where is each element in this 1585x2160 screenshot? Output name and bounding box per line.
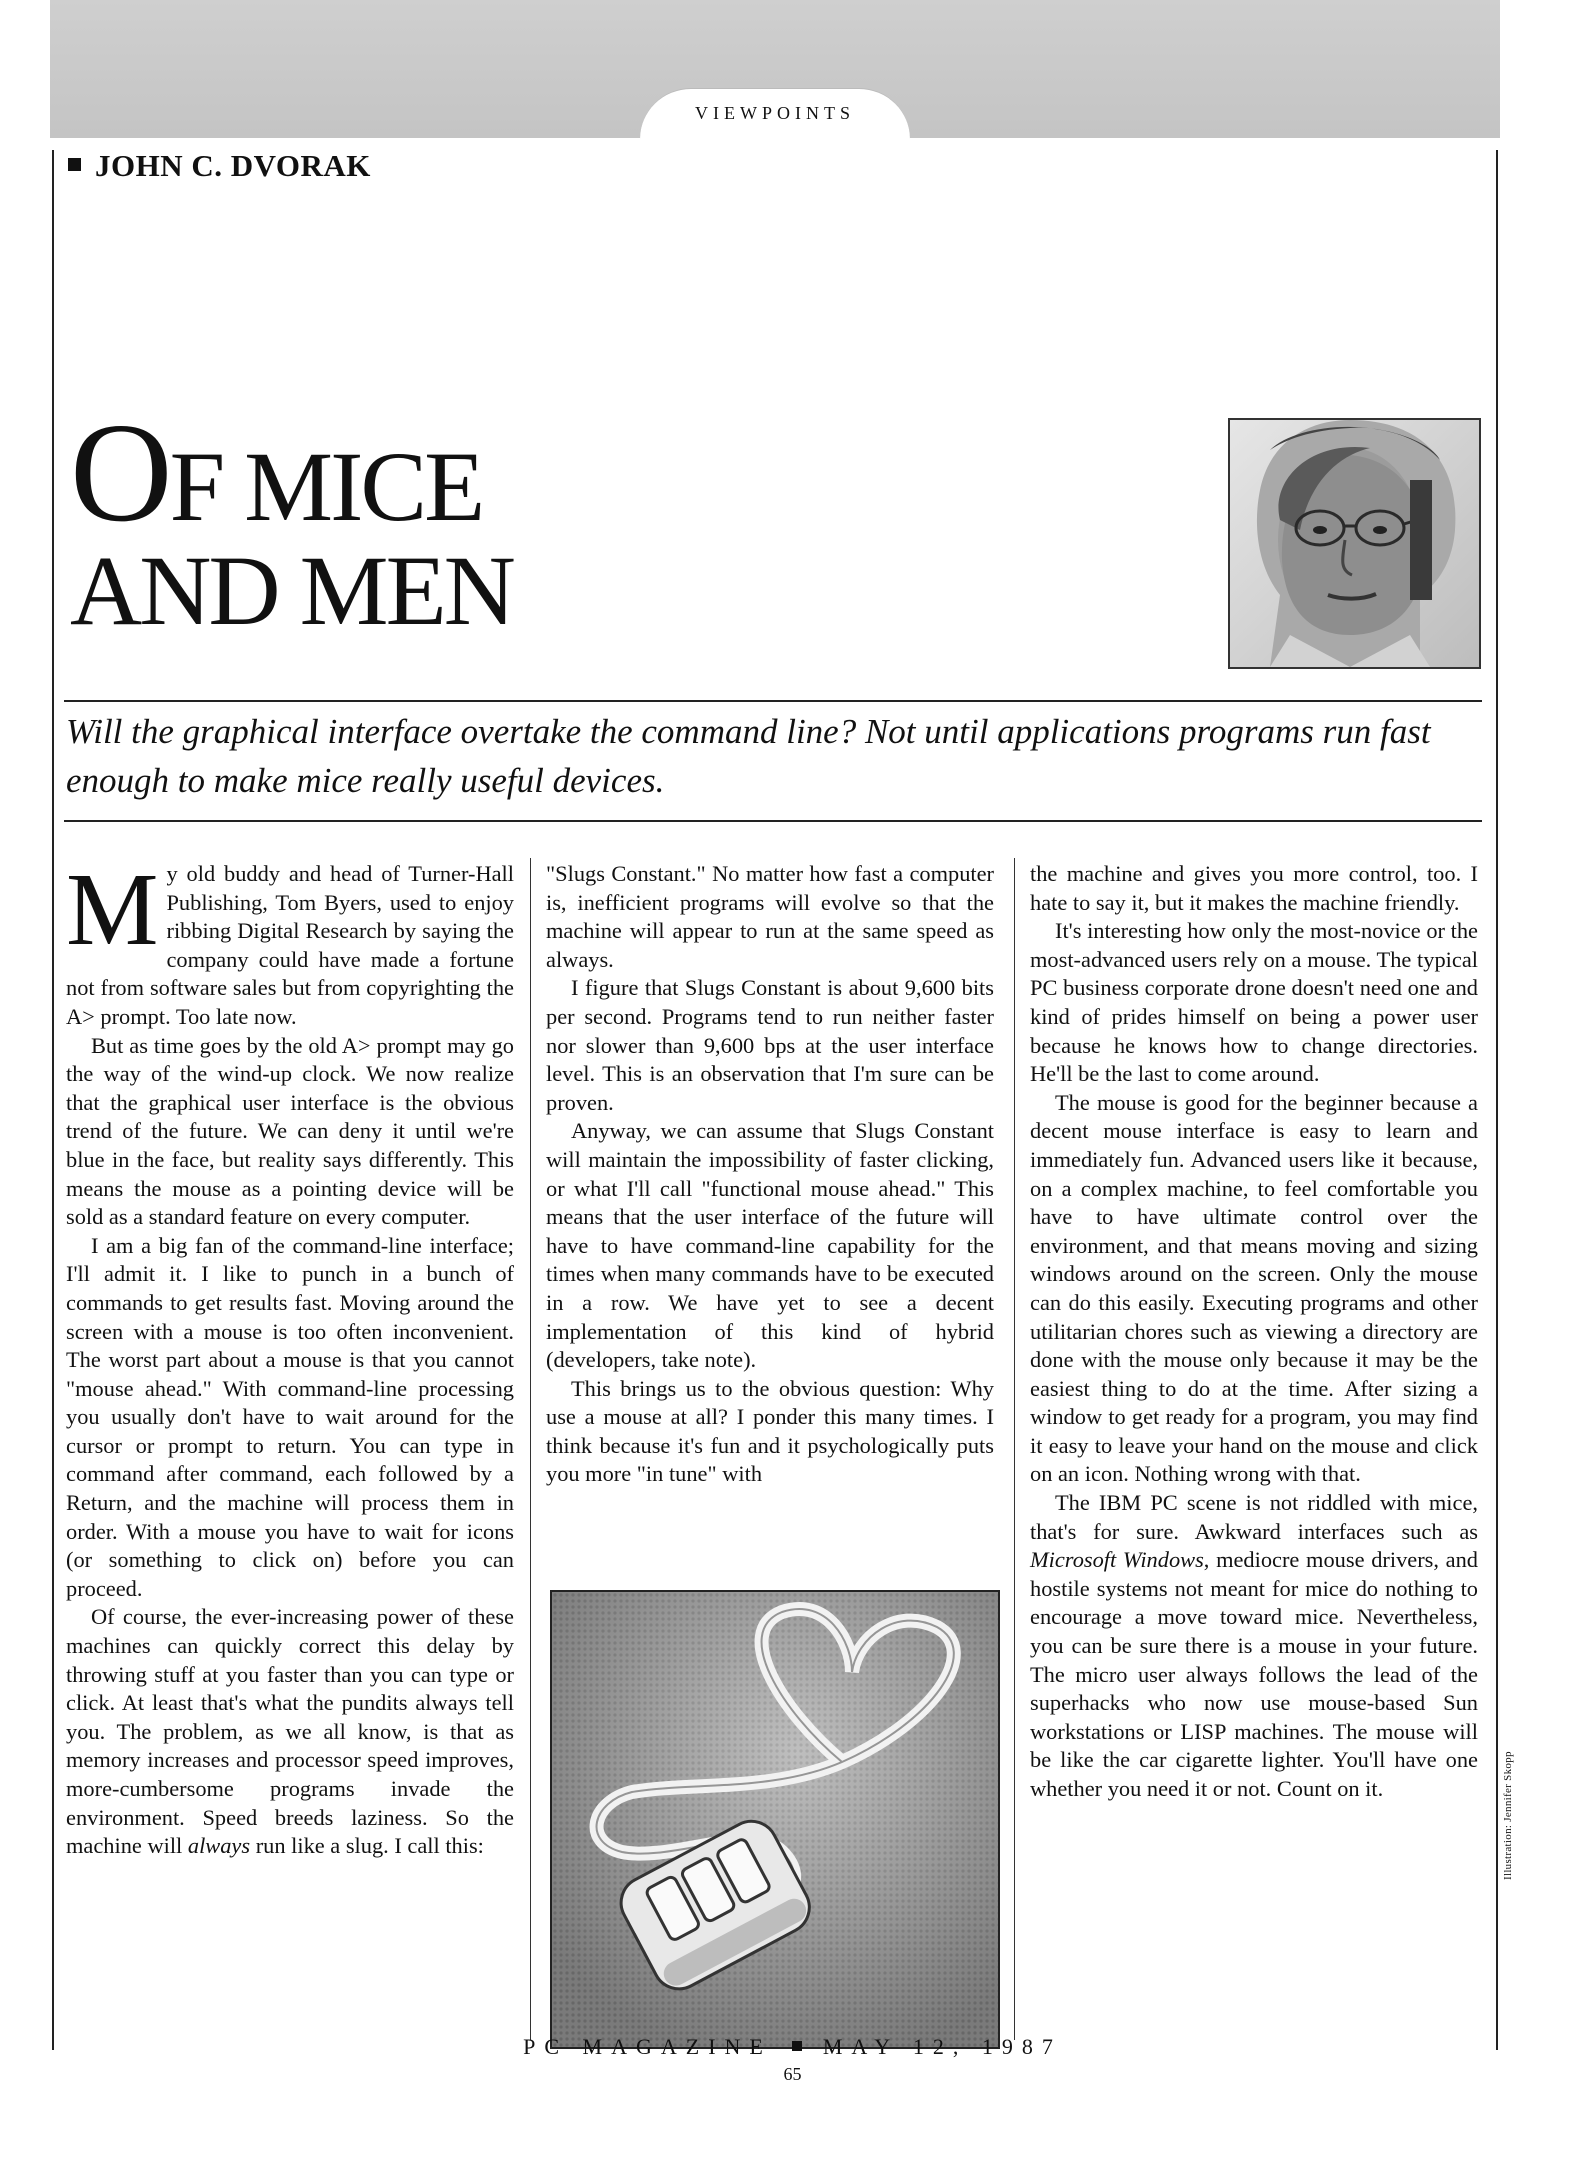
magazine-name: PC MAGAZINE bbox=[523, 2034, 772, 2059]
illustration-credit: Illustration: Jennifer Skopp bbox=[1502, 1751, 1514, 1880]
section-label: VIEWPOINTS bbox=[640, 88, 910, 139]
article-column-2 bbox=[546, 860, 994, 1489]
author-portrait-photo bbox=[1230, 420, 1479, 667]
paragraph: My old buddy and head of Turner-Hall Publishing, Tom Byers, used to enjoy ribbing Digital Research by saying the company could have made a fortune not from software sales but from copyrighting the A> prompt. Too late now. bbox=[66, 852, 514, 1029]
issue-date: MAY 12, 1987 bbox=[822, 2034, 1062, 2059]
paragraph: This brings us to the obvious question: Why use a mouse at all? I ponder this many times. I think because it's fun and it psychologically puts you more "in tune" with bbox=[546, 1375, 994, 1487]
deck-top-rule bbox=[64, 700, 1482, 702]
mouse-heart-illustration bbox=[550, 1590, 1000, 2049]
headline-line-1-rest: F MICE bbox=[169, 431, 483, 542]
headline-line-2: AND MEN bbox=[70, 535, 513, 646]
headline-line-1 bbox=[70, 393, 513, 551]
byline bbox=[68, 148, 371, 184]
bullet-square-icon bbox=[68, 158, 81, 171]
author-portrait bbox=[1228, 418, 1481, 669]
headline bbox=[70, 393, 513, 646]
frame-right-rule bbox=[1496, 150, 1498, 2050]
bullet-square-icon bbox=[792, 2041, 802, 2051]
drop-cap: M bbox=[66, 852, 159, 967]
emphasis: always bbox=[187, 1833, 251, 1859]
article-column-3 bbox=[1030, 860, 1478, 1804]
paragraph: I am a big fan of the command-line interface; I'll admit it. I like to punch in a bunch of commands to get results fast. Moving around the screen with a mouse is too often inconvenient. The worst part about a mouse is that you cannot "mouse ahead." With command-line processing you usually don't have to wait around for the cursor or prompt to return. You can type in command after command, each followed by a Return, and the machine will process them in order. With a mouse you have to wait for icons (or something to click on) before you can proceed. bbox=[66, 1232, 514, 1601]
paragraph: The IBM PC scene is not riddled with mice, that's for sure. Awkward interfaces such as Microsoft Windows, mediocre mouse drivers, and hostile systems not meant for mice do nothing to encourage a move toward mice. Nevertheless, you can be sure there is a mouse in your future. The micro user always follows the lead of the superhacks who now use mouse-based Sun workstations or LISP machines. The mouse will be like the car cigarette lighter. You'll have one whether you need it or not. Count on it. bbox=[1030, 1490, 1478, 1801]
paragraph: Anyway, we can assume that Slugs Constant will maintain the impossibility of faster clicking, or what I'll call "functional mouse ahead." This means that the user interface of the future will have to have command-line capability for the times when many commands have to be executed in a row. We have yet to see a decent implementation of this kind of hybrid (developers, take note). bbox=[546, 1118, 994, 1373]
footer bbox=[0, 2034, 1585, 2060]
paragraph: It's interesting how only the most-novice or the most-advanced users rely on a mouse. The typical PC business corporate drone doesn't need one and kind of prides himself on being a power user because he knows how to change directories. He'll be the last to come around. bbox=[1030, 918, 1478, 1087]
paragraph: I figure that Slugs Constant is about 9,600 bits per second. Programs tend to run neither faster nor slower than 9,600 bps at the user interface level. This is an observation that I'm sure can be proven. bbox=[546, 975, 994, 1115]
column-divider bbox=[530, 858, 531, 2040]
headline-cap: O bbox=[70, 393, 170, 551]
frame-left-rule bbox=[52, 150, 54, 2050]
column-divider bbox=[1014, 858, 1015, 2040]
mouse-cable-heart-icon bbox=[552, 1592, 998, 2047]
deck-bottom-rule bbox=[64, 820, 1482, 822]
paragraph: the machine and gives you more control, too. I hate to say it, but it makes the machine friendly. bbox=[1030, 861, 1478, 915]
deck: Will the graphical interface overtake the command line? Not until applications programs run fast enough to make mice really useful devices. bbox=[66, 712, 1431, 800]
paragraph: But as time goes by the old A> prompt may go the way of the wind-up clock. We now realize that the graphical user interface is the obvious trend of the future. We can deny it until we're blue in the face, but reality says differently. This means the mouse as a pointing device will be sold as a standard feature on every computer. bbox=[66, 1032, 514, 1230]
paragraph: "Slugs Constant." No matter how fast a computer is, inefficient programs will evolve so that the machine will appear to run at the same speed as always. bbox=[546, 861, 994, 972]
page-number: 65 bbox=[783, 2064, 802, 2084]
article-column-1 bbox=[66, 852, 514, 1861]
paragraph: Of course, the ever-increasing power of these machines can quickly correct this delay by throwing stuff at you faster than you can type or click. At least that's what the pundits always tell you. The problem, as we all know, is that as memory increases and processor speed improves, more-cumbersome programs invade the environment. Speed breeds laziness. So the machine will always run like a slug. I call this: bbox=[66, 1604, 514, 1859]
emphasis: Microsoft Windows bbox=[1030, 1547, 1204, 1573]
author-name: JOHN C. DVORAK bbox=[95, 148, 371, 183]
paragraph: The mouse is good for the beginner because a decent mouse interface is easy to learn and immediately fun. Advanced users like it because, on a complex machine, to feel comfortable you have to have ultimate control over the environment, and that means moving and sizing windows around on the screen. Only the mouse can do this easily. Executing programs and other utilitarian chores such as viewing a directory are done with the mouse only because it may be the easiest thing to do at the time. After sizing a window to get ready for a program, you may find it easy to leave your hand on the mouse and click on an icon. Nothing wrong with that. bbox=[1030, 1089, 1478, 1487]
